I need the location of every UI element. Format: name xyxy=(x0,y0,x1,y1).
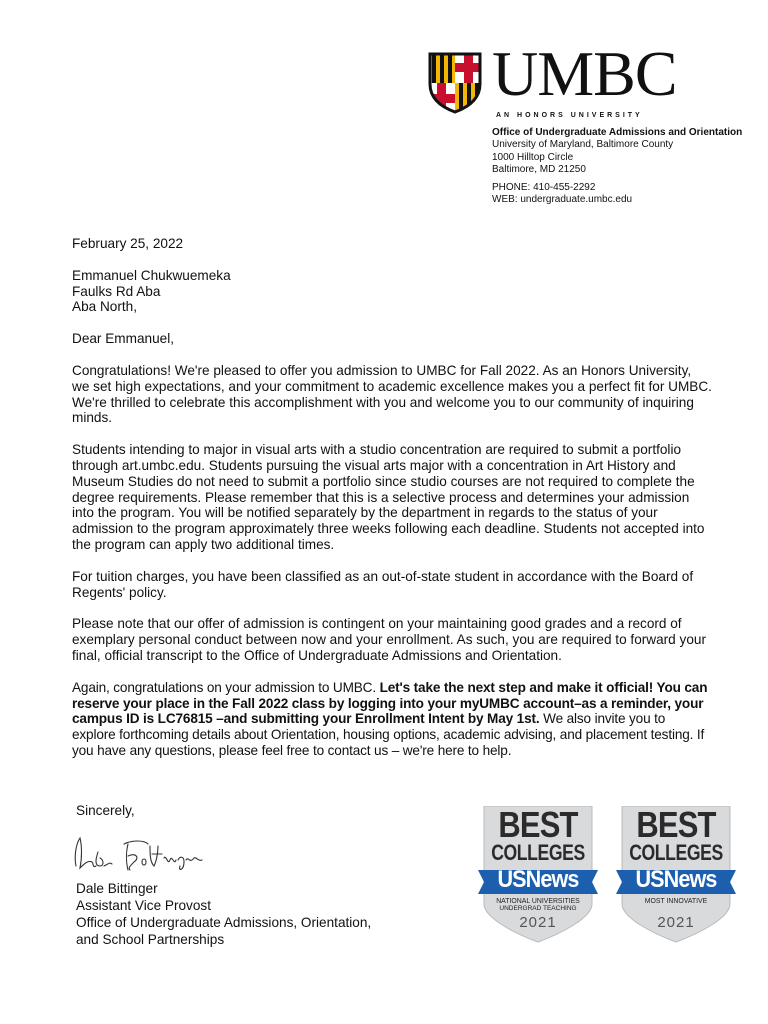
badge-colleges-text: COLLEGES xyxy=(629,840,723,865)
badge-category: MOST INNOVATIVE xyxy=(644,896,708,905)
next-steps-emphasis: Let's take the next step and make it official! You can reserve your place in the Fall 2022 class by logging into your myUMBC account–as a reminder, your campus ID is LC76815 –and submitting your Enrollment Intent by May 1st. xyxy=(72,679,708,727)
paragraph-tuition: For tuition charges, you have been classified as an out-of-state student in accordance with the Board of Regents' policy. xyxy=(72,568,694,600)
badge-category: NATIONAL UNIVERSITIES xyxy=(496,896,580,905)
recipient-address-line: Faulks Rd Aba xyxy=(72,283,161,299)
signer-office: and School Partnerships xyxy=(76,932,225,947)
address-line: Baltimore, MD 21250 xyxy=(492,163,586,175)
badge-year: 2021 xyxy=(519,914,557,931)
paragraph-congratulations: Congratulations! We're pleased to offer you admission to UMBC for Fall 2022. As an Honors University, we set high expectations, and your commitment to academic excellence makes you a perfect fit for UMBC. We're thrilled to celebrate this accomplishment with you and welcome you to our community of inquiring minds. xyxy=(72,362,712,426)
sign-off: Sincerely, xyxy=(76,803,135,818)
salutation: Dear Emmanuel, xyxy=(72,331,174,347)
signer-office: Office of Undergraduate Admissions, Orientation, xyxy=(76,915,372,930)
best-colleges-badge-innovative xyxy=(616,806,736,944)
umbc-tagline: AN HONORS UNIVERSITY xyxy=(496,112,643,119)
badge-colleges-text: COLLEGES xyxy=(491,840,585,865)
next-steps-lead: Again, congratulations on your admission to UMBC. xyxy=(72,679,380,695)
signer-name: Dale Bittinger xyxy=(76,881,158,896)
web-address: WEB: undergraduate.umbc.edu xyxy=(492,194,633,206)
badge-usnews-logo: USNews xyxy=(497,866,579,893)
recipient-address-line: Aba North, xyxy=(72,299,137,315)
recipient-name: Emmanuel Chukwuemeka xyxy=(72,267,231,283)
phone-number: PHONE: 410-455-2292 xyxy=(492,182,596,194)
badge-usnews-logo: USNews xyxy=(635,866,717,893)
address-line: 1000 Hilltop Circle xyxy=(492,151,574,163)
office-name: Office of Undergraduate Admissions and Orientation xyxy=(492,127,743,138)
office-address-block xyxy=(492,127,742,207)
umbc-logo xyxy=(428,38,678,122)
signer-block xyxy=(76,880,371,948)
paragraph-visual-arts: Students intending to major in visual arts with a studio concentration are required to submit a portfolio through art.umbc.edu. Students pursuing the visual arts major with a concentration in Art History and Museum Studies do not need to submit a portfolio since studio courses are not required to complete the degree requirements. Please remember that this is a selective process and determines your admission into the program. You will be notified separately by the department in regards to the status of your admission to the program approximately three weeks following each deadline. Students not accepted into the program can apply two additional times. xyxy=(72,442,705,552)
badge-year: 2021 xyxy=(657,914,695,931)
paragraph-conditions: Please note that our offer of admission is contingent on your maintaining good grades and a record of exemplary personal conduct between now and your enrollment. As such, you are required to forward your final, official transcript to the Office of Undergraduate Admissions and Orientation. xyxy=(72,616,706,663)
signer-title: Assistant Vice Provost xyxy=(76,898,211,913)
badge-best-text: BEST xyxy=(636,804,716,845)
address-line: University of Maryland, Baltimore County xyxy=(492,139,674,151)
letter-date: February 25, 2022 xyxy=(72,236,184,251)
umbc-wordmark: UMBC xyxy=(492,38,677,109)
maryland-shield-icon xyxy=(428,52,482,114)
badge-best-text: BEST xyxy=(498,804,578,845)
signature-icon xyxy=(70,826,220,874)
paragraph-next-steps xyxy=(72,680,712,759)
letter-body xyxy=(72,236,712,759)
badge-subcategory: UNDERGRAD TEACHING xyxy=(499,905,577,912)
next-steps-tail: We also invite you to explore forthcoming details about Orientation, housing options, academic advising, and placement testing. If you have any questions, please feel free to contact us – we're here to help. xyxy=(72,711,705,758)
best-colleges-badge-national xyxy=(478,806,598,944)
